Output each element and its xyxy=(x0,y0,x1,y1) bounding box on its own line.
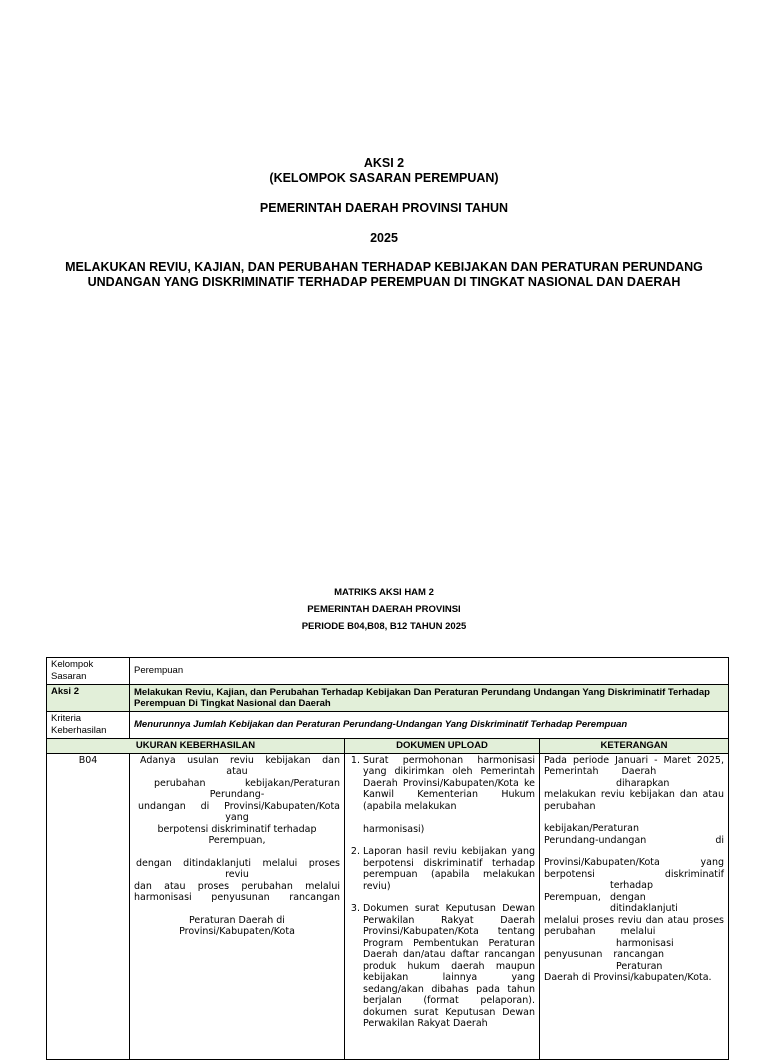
ukuran-line: perubahan kebijakan/Peraturan xyxy=(154,777,340,789)
ukuran-line: Provinsi/Kabupaten/Kota xyxy=(179,926,295,937)
keterangan-cell xyxy=(540,753,729,1059)
ukuran-keberhasilan-cell xyxy=(130,753,345,1059)
dokumen-item-1-text: Surat permohonan harmonisasi yang dikirimkan oleh Pemerintah Daerah Provinsi/Kabupaten/Kota ke Kanwil Kementerian Hukum (apabila melakukan xyxy=(363,754,535,812)
keterangan-line: kebijakan/Peraturan xyxy=(544,823,639,834)
kelompok-sasaran-value: Perempuan xyxy=(130,658,729,685)
matrix-title-line-2: PEMERINTAH DAERAH PROVINSI xyxy=(307,604,461,615)
aksi-label: Aksi 2 xyxy=(47,685,130,712)
aksi-value: Melakukan Reviu, Kajian, dan Perubahan Terhadap Kebijakan Dan Peraturan Perundang Undangan Yang Diskriminatif Terhadap Perempuan Di Tingkat Nasional dan Daerah xyxy=(130,685,729,712)
keterangan-line: Pada periode Januari - Maret 2025, xyxy=(544,754,724,766)
ukuran-line: atau xyxy=(226,766,248,777)
ukuran-line: Perundang- xyxy=(209,789,265,800)
ukuran-line: Perempuan, xyxy=(208,835,266,846)
ukuran-line: dengan ditindaklanjuti melalui proses xyxy=(136,857,340,869)
doc-title-line-2: (KELOMPOK SASARAN PEREMPUAN) xyxy=(269,171,499,185)
keterangan-line: ditindaklanjuti xyxy=(610,903,678,914)
ukuran-line: Adanya usulan reviu kebijakan dan xyxy=(140,754,340,766)
dokumen-item-1-cont: harmonisasi) xyxy=(363,823,425,835)
matrix-title-line-3: PERIODE B04,B08, B12 TAHUN 2025 xyxy=(301,621,467,632)
matrix-table xyxy=(46,657,729,1060)
list-item: 3. Dokumen surat Keputusan Dewan Perwakilan Rakyat Daerah Provinsi/Kabupaten/Kota tentang Program Pembentukan Peraturan Daerah dan/atau daftar rancangan produk hukum daerah maupun kebijakan lainnya yang sedang/akan dibahas pada tahun berjalan (format pelaporan). dokumen surat Keputusan Dewan Perwakilan Rakyat Daerah xyxy=(363,903,535,1030)
doc-title-line-1: AKSI 2 xyxy=(363,156,405,170)
keterangan-line: berpotensi diskriminatif xyxy=(544,868,724,880)
kriteria-label: Kriteria Keberhasilan xyxy=(47,712,130,739)
column-header-row xyxy=(47,739,729,754)
ukuran-line: undangan di Provinsi/Kabupaten/Kota xyxy=(138,800,340,812)
keterangan-line: penyusunan rancangan xyxy=(544,949,665,960)
ukuran-line: yang xyxy=(225,812,249,823)
period-code-cell: B04 xyxy=(47,753,130,1059)
doc-heading-line-1: MELAKUKAN REVIU, KAJIAN, DAN PERUBAHAN TERHADAP KEBIJAKAN DAN PERATURAN PERUNDANG xyxy=(65,260,703,274)
doc-heading-line-2: UNDANGAN YANG DISKRIMINATIF TERHADAP PEREMPUAN DI TINGKAT NASIONAL DAN DAERAH xyxy=(87,275,681,289)
keterangan-line: Daerah di Provinsi/kabupaten/Kota. xyxy=(544,972,712,983)
ukuran-line: harmonisasi penyusunan rancangan xyxy=(134,892,340,903)
column-header-keterangan: KETERANGAN xyxy=(540,739,729,754)
kelompok-sasaran-label: Kelompok Sasaran xyxy=(47,658,130,685)
keterangan-line: melalui proses reviu dan atau proses xyxy=(544,914,724,926)
dokumen-list xyxy=(349,755,535,1030)
kriteria-value: Menurunnya Jumlah Kebijakan dan Peraturan Perundang-Undangan Yang Diskriminatif Terhadap Perempuan xyxy=(130,712,729,739)
dokumen-upload-cell xyxy=(345,753,540,1059)
column-header-ukuran: UKURAN KEBERHASILAN xyxy=(47,739,345,754)
list-item xyxy=(363,755,535,836)
keterangan-line: harmonisasi xyxy=(616,937,674,949)
table-row xyxy=(47,753,729,1059)
ukuran-line: Peraturan Daerah di xyxy=(189,914,285,926)
keterangan-line: perubahan melalui xyxy=(544,926,656,937)
row-aksi xyxy=(47,685,729,712)
keterangan-line: Perempuan, dengan xyxy=(544,891,646,903)
keterangan-line: Perundang-undangan di xyxy=(544,834,724,846)
doc-title-year: 2025 xyxy=(370,231,398,245)
keterangan-line: Provinsi/Kabupaten/Kota yang xyxy=(544,857,724,868)
ukuran-line: reviu xyxy=(225,869,249,880)
doc-title-line-3: PEMERINTAH DAERAH PROVINSI TAHUN xyxy=(259,201,509,215)
matrix-title-line-1: MATRIKS AKSI HAM 2 xyxy=(334,587,434,598)
keterangan-line: melakukan reviu kebijakan dan atau xyxy=(544,789,724,800)
keterangan-line: terhadap xyxy=(610,880,654,891)
keterangan-line: diharapkan xyxy=(616,777,670,789)
keterangan-line: perubahan xyxy=(544,800,596,812)
ukuran-line: dan atau proses perubahan melalui xyxy=(134,880,340,892)
ukuran-line: berpotensi diskriminatif terhadap xyxy=(157,823,317,835)
list-item: 2. Laporan hasil reviu kebijakan yang berpotensi diskriminatif terhadap perempuan (apabila melakukan reviu) xyxy=(363,846,535,892)
keterangan-line: Pemerintah Daerah xyxy=(544,766,657,777)
keterangan-line: Peraturan xyxy=(616,960,663,972)
column-header-dokumen: DOKUMEN UPLOAD xyxy=(345,739,540,754)
row-kriteria xyxy=(47,712,729,739)
row-kelompok-sasaran xyxy=(47,658,729,685)
